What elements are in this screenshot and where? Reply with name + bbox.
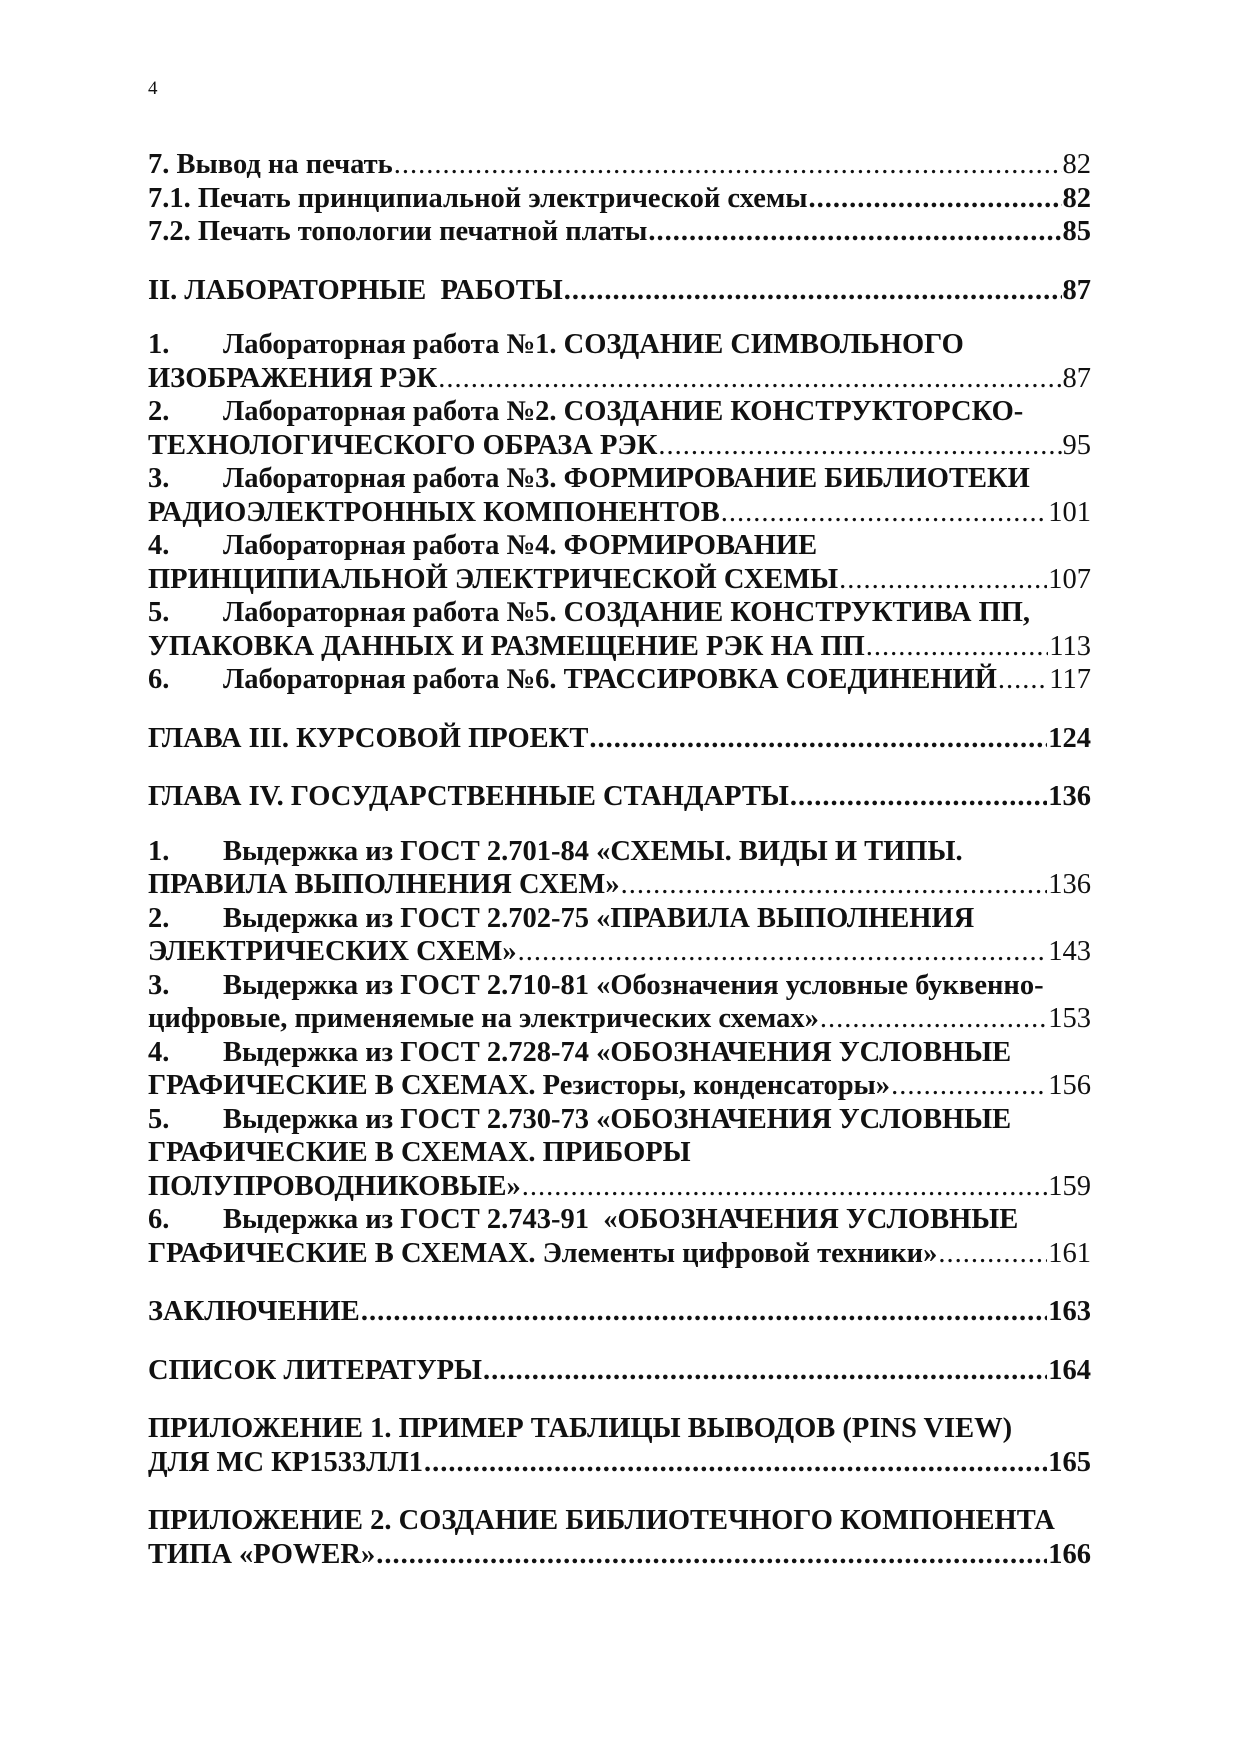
toc-entry[interactable] (148, 835, 1091, 902)
toc-entry-line (148, 1354, 1091, 1388)
toc-entry-title: 7.2. Печать топологии печатной платы (148, 216, 648, 247)
toc-leader-dots (621, 868, 1048, 902)
toc-page-number: 163 (1048, 1296, 1091, 1327)
toc-leader-dots (891, 1069, 1047, 1103)
toc-page-number: 159 (1048, 1170, 1091, 1202)
toc-entry-line (148, 663, 1091, 697)
toc-leader-dots (424, 1446, 1047, 1480)
toc-entry-line (148, 1170, 1091, 1204)
toc-entry[interactable] (148, 462, 1091, 529)
toc-leader-dots (839, 563, 1047, 597)
toc-page-number: 95 (1062, 429, 1091, 461)
toc-entry-number: 3. (148, 463, 170, 494)
toc-leader-dots (820, 1002, 1047, 1036)
toc-entry-title: Лабораторная работа №3. ФОРМИРОВАНИЕ БИБЛИОТЕКИ (223, 463, 1030, 494)
toc-entry-number: 6. (148, 1204, 170, 1235)
toc-leader-dots (866, 630, 1049, 664)
toc-entry-line (148, 969, 1091, 1003)
toc-entry[interactable] (148, 328, 1091, 395)
toc-entry-line (148, 274, 1091, 308)
toc-entry-number: 1. (148, 329, 170, 360)
toc-entry-title: ГРАФИЧЕСКИЕ В СХЕМАХ. Элементы цифровой техники» (148, 1237, 938, 1269)
toc-leader-dots (589, 722, 1047, 756)
toc-leader-dots (998, 663, 1048, 697)
toc-entry-title: ИЗОБРАЖЕНИЯ РЭК (148, 362, 438, 394)
toc-entry-line (148, 935, 1091, 969)
toc-entry[interactable] (148, 1203, 1091, 1270)
toc-entry-title: Выдержка из ГОСТ 2.710-81 «Обозначения условные буквенно- (223, 969, 1044, 1001)
toc-page-number: 87 (1062, 274, 1091, 306)
toc-entry-line (148, 563, 1091, 597)
toc-entry-title: РАДИОЭЛЕКТРОННЫХ КОМПОНЕНТОВ (148, 496, 720, 528)
toc-entry[interactable] (148, 596, 1091, 663)
toc-leader-dots (394, 148, 1062, 182)
toc-entry-title: ПРИЛОЖЕНИЕ 2. СОЗДАНИЕ БИБЛИОТЕЧНОГО КОМПОНЕНТА (148, 1505, 1055, 1536)
toc-leader-dots (648, 215, 1061, 249)
toc-entry-title: ПРИЛОЖЕНИЕ 1. ПРИМЕР ТАБЛИЦЫ ВЫВОДОВ (PINS VIEW) (148, 1413, 1013, 1444)
toc-entry-line (148, 1504, 1091, 1538)
toc-entry-line (148, 1002, 1091, 1036)
toc-entry-line (148, 1446, 1091, 1480)
toc-entry-title: ТИПА «POWER» (148, 1538, 376, 1570)
toc-entry[interactable] (148, 215, 1091, 249)
toc-page-number: 143 (1048, 936, 1091, 967)
toc-leader-dots (721, 496, 1048, 530)
toc-entry-line (148, 868, 1091, 902)
toc-page-number: 101 (1048, 496, 1091, 528)
toc-entry-title: ДЛЯ МС КР1533ЛЛ1 (148, 1446, 423, 1478)
toc-page-number: 165 (1048, 1446, 1091, 1478)
toc-entry-title: Лабораторная работа №6. ТРАССИРОВКА СОЕДИНЕНИЙ (223, 664, 997, 695)
toc-entry-line (148, 1412, 1091, 1446)
toc-entry-line (148, 148, 1091, 182)
toc-entry-number: 2. (148, 902, 170, 934)
toc-entry-title: ПОЛУПРОВОДНИКОВЫЕ» (148, 1170, 521, 1202)
toc-entry-title: II. ЛАБОРАТОРНЫЕ РАБОТЫ (148, 274, 563, 306)
toc-leader-dots (376, 1538, 1047, 1572)
toc-entry-line (148, 780, 1091, 814)
toc-page-number: 82 (1062, 182, 1091, 214)
toc-entry-title: 7.1. Печать принципиальной электрической схемы (148, 182, 808, 214)
toc-entry-line (148, 328, 1091, 362)
toc-entry-line (148, 596, 1091, 630)
toc-entry-title: Лабораторная работа №4. ФОРМИРОВАНИЕ (223, 530, 818, 561)
toc-entry-line (148, 529, 1091, 563)
toc-entry-title: Выдержка из ГОСТ 2.730-73 «ОБОЗНАЧЕНИЯ УСЛОВНЫЕ (223, 1103, 1012, 1135)
toc-page-number: 117 (1049, 664, 1091, 695)
toc-page-number: 136 (1048, 781, 1091, 812)
toc-entry-line (148, 462, 1091, 496)
toc-entry-line (148, 429, 1091, 463)
toc-leader-dots (518, 935, 1048, 969)
toc-entry-line (148, 1203, 1091, 1237)
toc-entry-title: цифровые, применяемые на электрических схемах» (148, 1003, 819, 1034)
toc-entry-number: 2. (148, 396, 170, 427)
toc-entry-line (148, 215, 1091, 249)
toc-page-number: 164 (1048, 1354, 1091, 1386)
toc-entry-title: ГРАФИЧЕСКИЕ В СХЕМАХ. Резисторы, конденсаторы» (148, 1070, 891, 1101)
toc-leader-dots (658, 429, 1061, 463)
toc-entry-title: ГЛАВА IV. ГОСУДАРСТВЕННЫЕ СТАНДАРТЫ (148, 781, 789, 812)
toc-entry-title: ПРИНЦИПИАЛЬНОЙ ЭЛЕКТРИЧЕСКОЙ СХЕМЫ (148, 563, 839, 595)
toc-leader-dots (938, 1237, 1047, 1271)
toc-entry-line (148, 722, 1091, 756)
table-of-contents (148, 148, 1091, 1571)
toc-leader-dots (438, 362, 1061, 396)
toc-entry-line (148, 496, 1091, 530)
toc-entry[interactable] (148, 902, 1091, 969)
toc-entry-line (148, 1069, 1091, 1103)
toc-entry-title: Выдержка из ГОСТ 2.702-75 «ПРАВИЛА ВЫПОЛНЕНИЯ (223, 902, 975, 934)
toc-page-number: 107 (1048, 563, 1091, 595)
toc-entry-line (148, 835, 1091, 869)
toc-entry-title: УПАКОВКА ДАННЫХ И РАЗМЕЩЕНИЕ РЭК НА ПП (148, 630, 865, 662)
toc-entry[interactable] (148, 1103, 1091, 1204)
toc-entry-number: 3. (148, 969, 170, 1001)
toc-leader-dots (564, 274, 1062, 308)
toc-page-number: 87 (1062, 362, 1091, 394)
toc-entry[interactable] (148, 529, 1091, 596)
toc-entry-line (148, 1538, 1091, 1572)
toc-entry-line (148, 1036, 1091, 1070)
toc-entry-line (148, 1136, 1091, 1170)
toc-leader-dots (809, 182, 1062, 216)
toc-entry-title: СПИСОК ЛИТЕРАТУРЫ (148, 1354, 483, 1386)
toc-page-number: 113 (1049, 630, 1091, 662)
toc-entry[interactable] (148, 1036, 1091, 1103)
toc-entry-title: Выдержка из ГОСТ 2.701-84 «СХЕМЫ. ВИДЫ И ТИПЫ. (223, 835, 963, 867)
toc-entry-line (148, 1295, 1091, 1329)
toc-entry-title: Выдержка из ГОСТ 2.728-74 «ОБОЗНАЧЕНИЯ УСЛОВНЫЕ (223, 1036, 1012, 1068)
toc-entry[interactable] (148, 1354, 1091, 1388)
toc-entry[interactable] (148, 722, 1091, 756)
toc-entry-line (148, 182, 1091, 216)
toc-entry[interactable] (148, 1412, 1091, 1479)
toc-entry-line (148, 1237, 1091, 1271)
toc-entry-title: ГРАФИЧЕСКИЕ В СХЕМАХ. ПРИБОРЫ (148, 1137, 691, 1168)
toc-entry[interactable] (148, 780, 1091, 814)
toc-entry-title: Лабораторная работа №1. СОЗДАНИЕ СИМВОЛЬНОГО (223, 329, 964, 360)
toc-page-number: 161 (1048, 1237, 1091, 1269)
toc-entry-line (148, 362, 1091, 396)
toc-leader-dots (483, 1354, 1047, 1388)
toc-leader-dots (790, 780, 1047, 814)
toc-entry-title: Лабораторная работа №5. СОЗДАНИЕ КОНСТРУКТИВА ПП, (223, 597, 1031, 628)
toc-entry-line (148, 395, 1091, 429)
toc-entry-number: 5. (148, 1103, 170, 1135)
toc-entry-number: 5. (148, 597, 170, 628)
toc-entry-title: Выдержка из ГОСТ 2.743-91 «ОБОЗНАЧЕНИЯ УСЛОВНЫЕ (223, 1204, 1019, 1235)
toc-entry[interactable] (148, 663, 1091, 697)
toc-entry[interactable] (148, 274, 1091, 308)
toc-entry-title: ЭЛЕКТРИЧЕСКИХ СХЕМ» (148, 936, 517, 967)
toc-page-number: 166 (1048, 1538, 1091, 1570)
page-number: 4 (148, 78, 158, 99)
toc-entry-line (148, 630, 1091, 664)
toc-entry[interactable] (148, 182, 1091, 216)
toc-page-number: 85 (1062, 216, 1091, 247)
toc-entry[interactable] (148, 1295, 1091, 1329)
toc-page-number: 153 (1048, 1003, 1091, 1034)
toc-entry-line (148, 902, 1091, 936)
toc-entry[interactable] (148, 1504, 1091, 1571)
toc-entry-number: 1. (148, 835, 170, 867)
toc-entry-title: ЗАКЛЮЧЕНИЕ (148, 1296, 360, 1327)
toc-entry-number: 4. (148, 1036, 170, 1068)
toc-leader-dots (361, 1295, 1047, 1329)
toc-entry[interactable] (148, 969, 1091, 1036)
toc-entry-title: ПРАВИЛА ВЫПОЛНЕНИЯ СХЕМ» (148, 869, 620, 900)
toc-entry[interactable] (148, 395, 1091, 462)
toc-entry-number: 6. (148, 664, 170, 695)
toc-entry-title: 7. Вывод на печать (148, 149, 393, 180)
toc-page-number: 82 (1062, 149, 1091, 180)
toc-entry-number: 4. (148, 530, 170, 561)
toc-leader-dots (522, 1170, 1048, 1204)
toc-page-number: 156 (1048, 1070, 1091, 1101)
toc-entry-line (148, 1103, 1091, 1137)
toc-page-number: 124 (1048, 722, 1091, 754)
toc-entry-title: ТЕХНОЛОГИЧЕСКОГО ОБРАЗА РЭК (148, 429, 658, 461)
toc-entry[interactable] (148, 148, 1091, 182)
toc-entry-title: Лабораторная работа №2. СОЗДАНИЕ КОНСТРУКТОРСКО- (223, 396, 1024, 427)
toc-entry-title: ГЛАВА III. КУРСОВОЙ ПРОЕКТ (148, 722, 589, 754)
toc-page-number: 136 (1048, 869, 1091, 900)
